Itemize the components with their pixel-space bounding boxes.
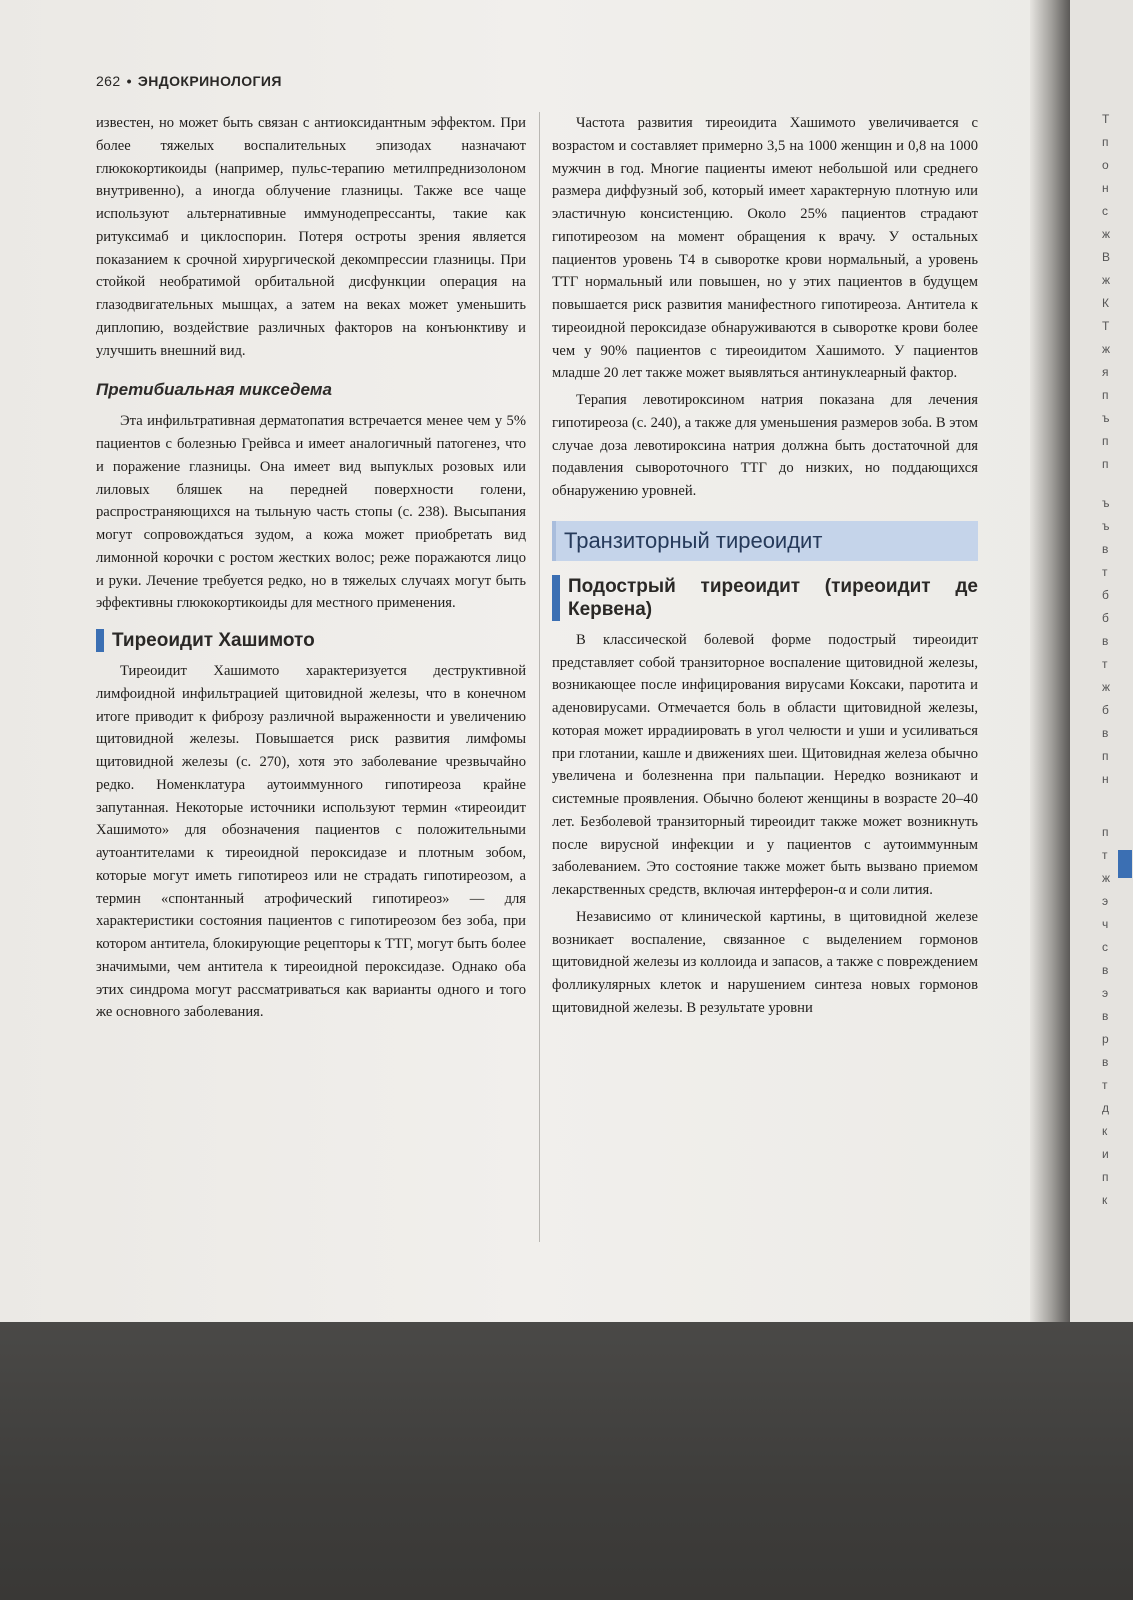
- next-page-letter: ъ: [1102, 411, 1110, 425]
- next-page-letter: Т: [1102, 112, 1110, 126]
- paragraph-frequency: Частота развития тиреоидита Хашимото увеличивается с возрастом и составляет примерно 3,5 на 1000 женщин и 0,8 на 1000 мужчин в год. Многие пациенты имеют небольшой или среднего размера диффузный зоб, который имеет характерную плотную или эластичную консистенцию. Около 25% пациентов страдают гипотиреозом на момент обращения к врачу. У остальных пациентов уровень Т4 в сыворотке крови нормальный, а уровень ТТГ нормальный или повышен, но у этих пациентов в будущем повышается риск развития манифестного гипотиреоза. Антитела к тиреоидной пероксидазе обнаруживаются в сыворотке крови более чем у 90% пациентов с тиреоидитом Хашимото. У пациентов младше 20 лет также может выявляться антинуклеарный фактор.: [552, 115, 978, 382]
- next-page-letter: б: [1102, 611, 1109, 625]
- next-page-letter: ж: [1102, 680, 1111, 694]
- book-gutter-shadow: [1030, 0, 1070, 1322]
- heading-subacute-text: Подострый тиреоидит (тиреоидит де Кервена): [568, 575, 978, 620]
- next-page-letter: ж: [1102, 273, 1111, 287]
- next-page-letter: п: [1102, 749, 1109, 763]
- next-page-letter: ъ: [1102, 496, 1110, 510]
- next-page-letter: п: [1102, 135, 1109, 149]
- next-page-letter: в: [1102, 726, 1109, 740]
- next-page-letter: н: [1102, 772, 1109, 786]
- next-page-letter: в: [1102, 1055, 1109, 1069]
- next-page-letter: т: [1102, 657, 1108, 671]
- scan-background: [0, 1322, 1133, 1600]
- next-page-letter: с: [1102, 940, 1108, 954]
- next-page-letter: ч: [1102, 917, 1109, 931]
- next-page-letter: э: [1102, 986, 1109, 1000]
- next-page-letter: п: [1102, 1170, 1109, 1184]
- running-head: [96, 73, 282, 93]
- next-page-letter: ж: [1102, 342, 1111, 356]
- next-page-letter: о: [1102, 158, 1109, 172]
- next-page-letter: к: [1102, 1193, 1108, 1207]
- next-page-letter: я: [1102, 365, 1109, 379]
- next-page-letter: ж: [1102, 871, 1111, 885]
- paragraph-classic-form: В классической болевой форме подострый тиреоидит представляет собой транзиторное воспаление щитовидной железы, возникающее после инфицирования вирусами Коксаки, паротита и аденовирусами. Отмечается боль в области щитовидной железы, которая может иррадиировать в угол челюсти и уши и усиливаться при глотании, кашле и движениях шеи. Щитовидная железа обычно увеличена и болезненна при пальпации. Нередко возникают и системные проявления. Обычно болеют женщины в возрасте 20–40 лет. Безболевой транзиторный тиреоидит также может возникнуть после вирусной инфекции и у пациентов с аутоиммунным заболеванием. Это состояние также может быть вызвано приемом лекарственных средств, включая интерферон-α и соли лития.: [552, 631, 978, 898]
- heading-subacute-thyroiditis: [552, 575, 978, 621]
- next-page-letter: п: [1102, 825, 1109, 839]
- next-page-letter: К: [1102, 296, 1109, 310]
- next-page-letter: в: [1102, 963, 1109, 977]
- paragraph-hashimoto: Тиреоидит Хашимото характеризуется деструктивной лимфоидной инфильтрацией щитовидной железы, что в конечном итоге приводит к фиброзу различной выраженности и увеличению щитовидной железы. Повышается риск развития лимфомы щитовидной железы (с. 270), хотя это заболевание чрезвычайно редко. Номенклатура аутоиммунного гипотиреоза крайне запутанная. Некоторые источники используют термин «тиреоидит Хашимото» для обозначения пациентов с положительными аутоантителами к тиреоидной пероксидазе и плотным зобом, которые могут иметь гипотиреоз или не страдать гипотиреозом, а термин «спонтанный атрофический гипотиреоз» — для характеристики состояния пациентов с гипотиреозом без зоба, при котором антитела, блокирующие рецепторы к ТТГ, могут быть более значимыми, чем антитела к тиреоидной пероксидазе. Однако оба этих синдрома могут рассматриваться как варианты одного и того же основного заболевания.: [96, 663, 526, 1021]
- paragraph-pretibial: Эта инфильтративная дерматопатия встречается менее чем у 5% пациентов с болезнью Грейвса и имеет аналогичный патогенез, что и поражение глазницы. Она имеет вид выпуклых розовых или лиловых бляшек на передней поверхности голени, распространяющихся на тыльную часть стопы (с. 238). Высыпания могут сопровождаться зудом, а кожа может приобретать вид лимонной корочки с ростом жестких волос; реже поражаются лицо и руки. Лечение требуется редко, но в тяжелых случаях могут быть эффективны глюкокортикоиды для местного применения.: [96, 413, 526, 612]
- next-page-letter: и: [1102, 1147, 1109, 1161]
- left-column: [96, 112, 526, 1024]
- next-page-letter: б: [1102, 703, 1109, 717]
- heading-hashimoto: [96, 629, 526, 652]
- next-page-letter: в: [1102, 634, 1109, 648]
- next-page-heading-bar: [1118, 850, 1132, 878]
- next-page-edge: [1070, 0, 1133, 1322]
- next-page-letter: ъ: [1102, 519, 1110, 533]
- next-page-letter: с: [1102, 204, 1108, 218]
- next-page-letter: п: [1102, 457, 1109, 471]
- next-page-letter: в: [1102, 1009, 1109, 1023]
- paragraph-regardless: Независимо от клинической картины, в щитовидной железе возникает воспаление, связанное с выделением гормонов щитовидной железы из коллоида и запасов, а также с повреждением фолликулярных клеток и нарушением синтеза новых гормонов щитовидной железы. В результате уровни: [552, 908, 978, 1016]
- next-page-letter: б: [1102, 588, 1109, 602]
- next-page-letter: в: [1102, 542, 1109, 556]
- next-page-letter: н: [1102, 181, 1109, 195]
- next-page-letter: п: [1102, 434, 1109, 448]
- heading-pretibial-myxedema: Претибиальная микседема: [96, 380, 332, 400]
- next-page-letter: р: [1102, 1032, 1109, 1046]
- section-heading-transient-thyroiditis: Транзиторный тиреоидит: [552, 521, 978, 561]
- heading-hashimoto-text: Тиреоидит Хашимото: [112, 630, 315, 651]
- next-page-letter: т: [1102, 848, 1108, 862]
- next-page-letter: к: [1102, 1124, 1108, 1138]
- column-divider: [539, 112, 540, 1242]
- next-page-letter: т: [1102, 1078, 1108, 1092]
- running-head-section: ЭНДОКРИНОЛОГИЯ: [137, 73, 282, 89]
- next-page-letter: В: [1102, 250, 1111, 264]
- page-number: 262: [96, 73, 121, 89]
- next-page-letter: д: [1102, 1101, 1110, 1115]
- next-page-letter: Т: [1102, 319, 1110, 333]
- right-column: [552, 112, 978, 1020]
- heading-accent-bar: [552, 575, 560, 621]
- next-page-letter: э: [1102, 894, 1109, 908]
- next-page-letter: п: [1102, 388, 1109, 402]
- next-page-letter: ж: [1102, 227, 1111, 241]
- paragraph-therapy: Терапия левотироксином натрия показана для лечения гипотиреоза (с. 240), а также для уменьшения размеров зоба. В этом случае доза левотироксина натрия должна быть достаточной для подавления сывороточного ТТГ до низких, но поддающихся обнаружению уровней.: [552, 392, 978, 499]
- next-page-letter: т: [1102, 565, 1108, 579]
- paragraph-intro: известен, но может быть связан с антиоксидантным эффектом. При более тяжелых воспалительных эпизодах назначают глюкокортикоиды (например, пульс-терапию метилпреднизолоном внутривенно), а иногда облучение глазницы. Также все чаще используют альтернативные иммунодепрессанты, такие как ритуксимаб и циклоспорин. Потеря остроты зрения является показанием к срочной хирургической декомпрессии глазницы. При стойкой необратимой орбитальной дисфункции операция на глазодвигательных мышцах, а затем на веках может уменьшить диплопию, воздействие различных факторов на конъюнктиву и улучшить внешний вид.: [96, 115, 526, 359]
- heading-accent-bar: [96, 629, 104, 652]
- running-head-bullet: •: [126, 73, 132, 89]
